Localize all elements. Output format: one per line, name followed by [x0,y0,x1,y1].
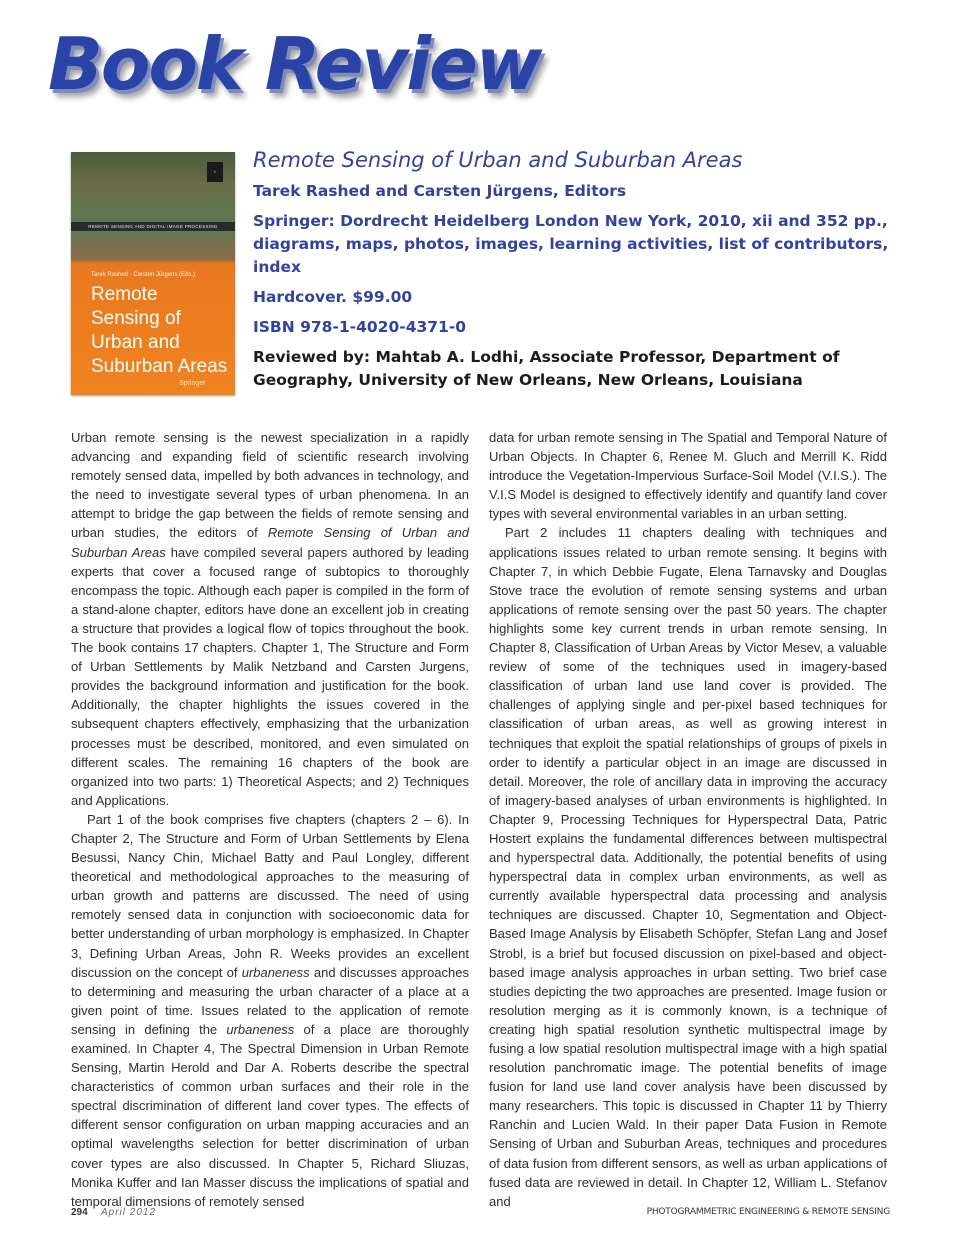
column-left [71,428,469,1211]
paragraph: Part 1 of the book comprises five chapters (chapters 2 – 6). In Chapter 2, The Structure and Form of Urban Settlements by Elena Besussi, Nancy Chin, Michael Batty and Paul Longley, different theoretical and methodological approaches to the measuring of urban growth and patterns are discussed. The need of using remotely sensed data in conjunction with socioeconomic data for better understanding of urban morphology is emphasized. In Chapter 3, Defining Urban Areas, John R. Weeks provides an excellent discussion on the concept of urbaneness and discusses approaches to determining and measuring the urban character of a place at a given point of time. Issues related to the application of remote sensing in defining the urbaneness of a place are thoroughly examined. In Chapter 4, The Spectral Dimension in Urban Remote Sensing, Martin Herold and Dar A. Roberts describe the spectral characteristics of common urban surfaces and their role in the spectral discrimination of different land cover types. The effects of different sensor configuration on urban mapping accuracies and an optimal wavelengths selection for better discrimination of urban cover types are also discussed. In Chapter 5, Richard Sliuzas, Monika Kuffer and Ian Masser discuss the implications of spatial and temporal dimensions of remotely sensed [71,811,469,1209]
paragraph: Urban remote sensing is the newest specialization in a rapidly advancing and expanding field of scientific research involving remotely sensed data, impelled by both advances in technology, and the need to investigate several types of urban phenomena. In an attempt to bridge the gap between the fields of remote sensing and urban studies, the editors of Remote Sensing of Urban and Suburban Areas have compiled several papers authored by leading experts that cover a focused range of subtopics to thoroughly encompass the topic. Although each paper is compiled in the form of a stand-alone chapter, editors have done an excellent job in creating a structure that provides a logical flow of topics throughout the book. The book contains 17 chapters. Chapter 1, The Structure and Form of Urban Settlements by Malik Netzband and Carsten Jurgens, provides the background information and justification for the book. Additionally, the chapter highlights the issues covered in the subsequent chapters effectively, emphasizing that the urbanization processes must be described, monitored, and even simulated on different scales. The remaining 16 chapters of the book are organized into two parts: 1) Theoretical Aspects; and 2) Techniques and Applications. [71,430,469,808]
cover-editors: Tarek Rashed · Carsten Jürgens (Eds.) [91,272,196,278]
page-footer [71,1207,890,1221]
page-number: 294 [71,1207,88,1218]
book-publication: Springer: Dordrecht Heidelberg London New York, 2010, xii and 352 pp., diagrams, maps, photos, images, learning activities, list of contributors, index [253,212,889,276]
cover-publisher: Springer [179,380,206,387]
book-isbn: ISBN 978-1-4020-4371-0 [253,318,467,336]
book-editors: Tarek Rashed and Carsten Jürgens, Editors [253,182,627,200]
reviewer: Reviewed by: Mahtab A. Lodhi, Associate Professor, Department of Geography, University of New Orleans, New Orleans, Louisiana [253,348,840,389]
column-right [489,428,887,1211]
cover-series: REMOTE SENSING AND DIGITAL IMAGE PROCESSING [71,222,235,231]
book-metadata [253,148,903,392]
issue-date: April 2012 [101,1207,157,1218]
book-price: Hardcover. $99.00 [253,288,413,306]
cover-title: Remote Sensing of Urban and Suburban Areas [91,284,228,377]
paragraph: data for urban remote sensing in The Spatial and Temporal Nature of Urban Objects. In Chapter 6, Renee M. Gluch and Merrill K. Ridd introduce the Vegetation-Impervious Surface-Soil Model (V.I.S.). The V.I.S Model is designed to effectively identify and quantify land cover types with several environmental variables in an urban setting. [489,430,887,522]
journal-name: PHOTOGRAMMETRIC ENGINEERING & REMOTE SENSING [646,1207,890,1217]
book-title: Remote Sensing of Urban and Suburban Areas [253,148,743,172]
book-cover-image [71,152,235,395]
book-review-banner: Book Review [48,22,541,106]
publisher-logo-icon: ▪ [207,162,223,182]
paragraph: Part 2 includes 11 chapters dealing with techniques and applications issues related to urban remote sensing. It begins with Chapter 7, in which Debbie Fugate, Elena Tarnavsky and Douglas Stove trace the evolution of remote sensing systems and urban applications of remote sensing over the past 50 years. The chapter highlights some key current trends in urban remote sensing. In Chapter 8, Classification of Urban Areas by Victor Mesev, a valuable review of some of the techniques used in imagery-based classification of urban land use land cover is provided. The challenges of applying single and per-pixel based techniques for classification of urban areas, as well as growing interest in techniques that exploit the spatial relationships of groups of pixels in order to identify a particular object in an image are discussed in detail. Moreover, the role of ancillary data in improving the accuracy of imagery-based analyses of urban environments is highlighted. In Chapter 9, Processing Techniques for Hyperspectral Data, Patric Hostert explains the fundamental differences between multispectral and hyperspectral data. Additionally, the potential benefits of using hyperspectral data in complex urban environments, as well as currently available hyperspectral data processing and analysis techniques are discussed. Chapter 10, Segmentation and Object-Based Image Analysis by Elisabeth Schöpfer, Stefan Lang and Josef Strobl, is a brief but focused discussion on pixel-based and object-based image analysis approaches in urban setting. Two brief case studies depicting the two approaches are presented. Image fusion or resolution merging as it is commonly known, is a technique of creating high spatial resolution synthetic multispectral image by fusing a low spatial resolution multispectral image with a high spatial resolution panchromatic image. The potential benefits of image fusion for land use land cover analysis have been discussed by many researchers. This topic is discussed in Chapter 11 by Thierry Ranchin and Lucien Wald. In their paper Data Fusion in Remote Sensing of Urban and Suburban Areas, techniques and procedures of data fusion from different sensors, as well as urban applications of fused data are reviewed in detail. In Chapter 12, William L. Stefanov and [489,525,887,1209]
